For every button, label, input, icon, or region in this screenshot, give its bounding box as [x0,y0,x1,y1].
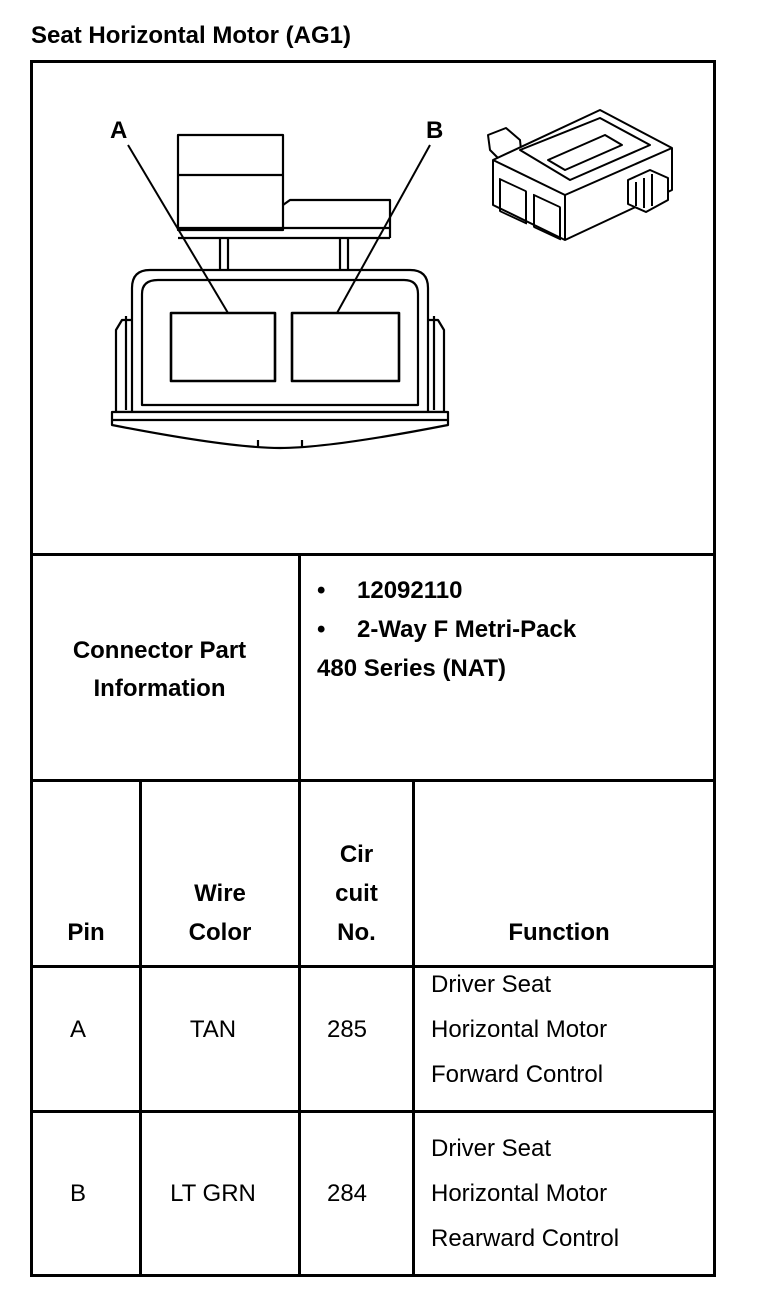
function-line2: Horizontal Motor [431,1016,608,1043]
header-wire-color [142,874,298,952]
connector-diagram [0,0,768,560]
connector-3d-view [488,110,672,240]
pin-cell: B [69,1180,86,1207]
callout-a: A [110,117,128,144]
header-circuit-line3: No. [337,919,376,946]
circuit-cell: 284 [326,1180,368,1207]
header-function: Function [508,919,610,946]
header-circuit-line1: Cir [339,841,374,868]
function-line3: Rearward Control [431,1225,620,1252]
wire-color-cell: TAN [189,1016,237,1043]
pin-cell: A [69,1016,86,1043]
connector-info-label-line1: Connector Part [72,637,247,664]
part-number: 12092110 [357,577,463,604]
wire-color-cell: LT GRN [170,1180,256,1207]
connector-latch [178,135,390,270]
bullet-1: • [317,577,326,604]
function-line3: Forward Control [431,1061,604,1088]
page-title: Seat Horizontal Motor (AG1) [31,22,352,49]
connector-info-label-line2: Information [93,675,226,702]
function-cell [431,962,607,1097]
connector-info-label [32,632,287,708]
header-wire-line1: Wire [194,880,246,907]
header-wire-line2: Color [188,919,252,946]
header-pin: Pin [67,919,105,946]
header-circuit-no [301,835,412,952]
function-line2: Horizontal Motor [431,1180,608,1207]
function-line1: Driver Seat [431,1135,552,1162]
circuit-cell: 285 [326,1016,368,1043]
connector-body [112,270,448,448]
function-cell [431,1126,619,1261]
connector-series: 480 Series (NAT) [317,655,506,682]
bullet-2: • [317,616,326,643]
callout-b: B [426,117,444,144]
function-line1: Driver Seat [431,971,552,998]
header-circuit-line2: cuit [335,880,378,907]
connector-description: 2-Way F Metri-Pack [357,616,577,643]
